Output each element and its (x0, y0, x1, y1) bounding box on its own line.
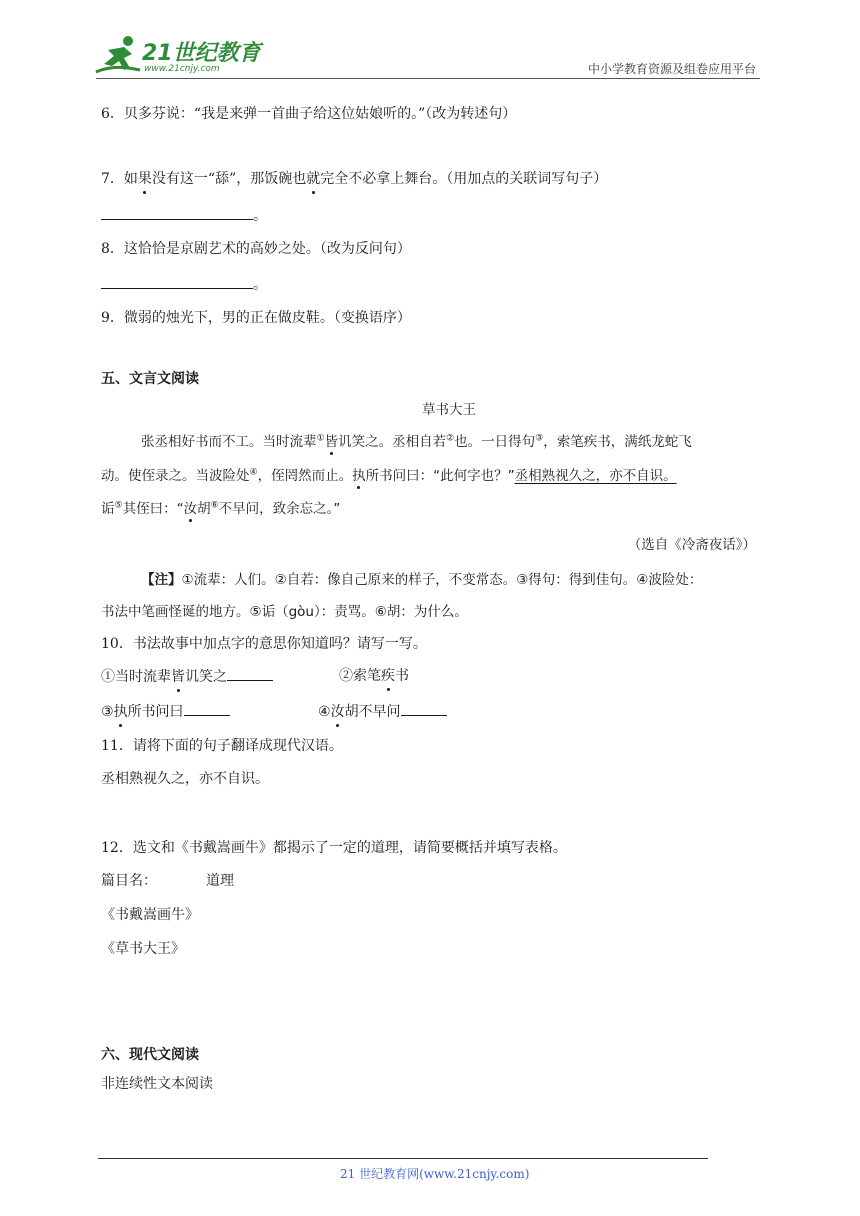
dotted-char: 皆 (171, 669, 185, 685)
underlined-sentence: 丞相熟视久之，亦不自识。 (514, 468, 677, 484)
question-9 (101, 308, 411, 328)
notes-label: 【注】 (141, 572, 182, 588)
logo-url: www.21cnjy.com (144, 64, 220, 74)
q11-sentence: 丞相熟视久之，亦不自识。 (101, 771, 269, 787)
section-6-title: 六、现代文阅读 (101, 1047, 199, 1063)
question-12: 12．选文和《书戴嵩画牛》都揭示了一定的道理，请简要概括并填写表格。 (101, 840, 567, 856)
dotted-char: 执 (352, 464, 366, 484)
notes-line-2: 书法中笔画怪诞的地方。⑤诟（gòu）：责骂。⑥胡：为什么。 (101, 604, 468, 620)
text-run: 讥笑之 (185, 669, 227, 685)
text-run: 所书问曰 (127, 704, 184, 720)
answer-blank[interactable] (227, 666, 273, 681)
text-run: 动。使侄录之。当波险处 (101, 468, 250, 484)
question-text: 这恰恰是京剧艺术的高妙之处。（改为反问句） (123, 241, 411, 257)
question-10: 10．书法故事中加点字的意思你知道吗？请写一写。 (101, 636, 427, 652)
footnote-mark: ⑥ (210, 500, 219, 511)
text-run: 胡 (197, 501, 211, 517)
logo-text: 21世纪教育 (142, 41, 261, 66)
section-6-subtitle: 非连续性文本阅读 (101, 1076, 213, 1092)
text-run: 完全不必拿上舞台。（用加点的关联词写句子） (320, 171, 608, 187)
footnote-mark: ④ (249, 467, 258, 478)
footnote-mark: ① (316, 433, 325, 444)
section-5-title: 五、文言文阅读 (101, 371, 199, 387)
running-figure-icon (94, 34, 144, 76)
notes-text: ①流辈：人们。②自若：像自己原来的样子，不变常态。③得句：得到佳句。④波险处： (181, 572, 703, 588)
passage-title: 草书大王 (422, 402, 476, 418)
dotted-char: 果 (137, 171, 152, 187)
footer-divider (98, 1158, 708, 1159)
text-run: ②索笔 (339, 668, 381, 684)
text-run: 讥笑之。丞相自若 (338, 434, 447, 450)
passage-line-3 (101, 497, 340, 517)
question-11: 11．请将下面的句子翻译成现代汉语。 (101, 738, 343, 754)
question-number: 6． (101, 106, 124, 122)
table-row-2: 《草书大王》 (101, 941, 185, 957)
text-run: 也。一日得句 (454, 434, 536, 450)
text-run: 张丞相好书而不工。当时流辈 (141, 434, 317, 450)
answer-blank[interactable] (401, 701, 447, 716)
question-8 (101, 239, 411, 259)
answer-blank[interactable] (184, 701, 230, 716)
passage-line-1 (141, 430, 692, 450)
question-text: 贝多芬说：“我是来弹一首曲子给这位姑娘听的。”（改为转述句） (123, 106, 517, 122)
text-run: 所书问曰：“此何字也？” (365, 468, 515, 484)
header-divider (96, 78, 760, 79)
text-run: ③ (101, 704, 114, 720)
text-run: 诟 (101, 501, 115, 517)
passage-source: （选自《冷斋夜话》） (627, 537, 756, 553)
table-row-1: 《书戴嵩画牛》 (101, 907, 199, 923)
footer-link[interactable]: 21 世纪教育网(www.21cnjy.com) (340, 1167, 530, 1181)
text-run: ，索笔疾书，满纸龙蛇飞 (543, 434, 692, 450)
answer-blank[interactable] (101, 274, 253, 289)
dotted-char: 汝 (330, 704, 345, 720)
q10-item-4 (318, 701, 447, 722)
dotted-char: 疾 (381, 668, 395, 684)
text-run: 不早问，致余忘之。” (218, 501, 341, 517)
question-number: 9． (101, 310, 124, 326)
answer-blank[interactable] (101, 205, 253, 220)
period: 。 (253, 277, 267, 293)
platform-name: 中小学教育资源及组卷应用平台 (587, 62, 756, 76)
footnote-mark: ② (446, 433, 455, 444)
dotted-char: 就 (306, 171, 321, 187)
dotted-char: 汝 (184, 497, 198, 517)
dotted-char: 皆 (325, 430, 339, 450)
table-header-title: 篇目名： (101, 873, 157, 889)
text-run: 如 (123, 171, 138, 187)
q10-item-3 (101, 701, 230, 722)
text-run: 胡不早问 (344, 704, 401, 720)
question-number: 7． (101, 171, 124, 187)
footnote-mark: ③ (535, 433, 544, 444)
table-header-principle: 道理 (206, 873, 234, 889)
period: 。 (253, 208, 267, 224)
footnote-mark: ⑤ (114, 500, 123, 511)
text-run: 书 (395, 668, 409, 684)
site-logo[interactable] (94, 34, 264, 78)
passage-line-2 (101, 464, 677, 484)
q10-item-2 (339, 666, 409, 686)
question-6 (101, 104, 516, 124)
text-run: ④ (318, 704, 331, 720)
text-run: 其侄曰：“ (122, 501, 184, 517)
q10-item-1 (101, 666, 273, 687)
text-run: ①当时流辈 (101, 669, 171, 685)
question-text: 微弱的烛光下，男的正在做皮鞋。（变换语序） (123, 310, 411, 326)
question-7 (101, 169, 607, 189)
notes-line-1 (141, 568, 702, 588)
text-run: ，侄罔然而止。 (257, 468, 353, 484)
answer-line-7[interactable] (101, 205, 267, 226)
text-run: 没有这一“舔”，那饭碗也 (151, 171, 307, 187)
dotted-char: 执 (113, 704, 128, 720)
question-number: 8． (101, 241, 124, 257)
answer-line-8[interactable] (101, 274, 267, 295)
